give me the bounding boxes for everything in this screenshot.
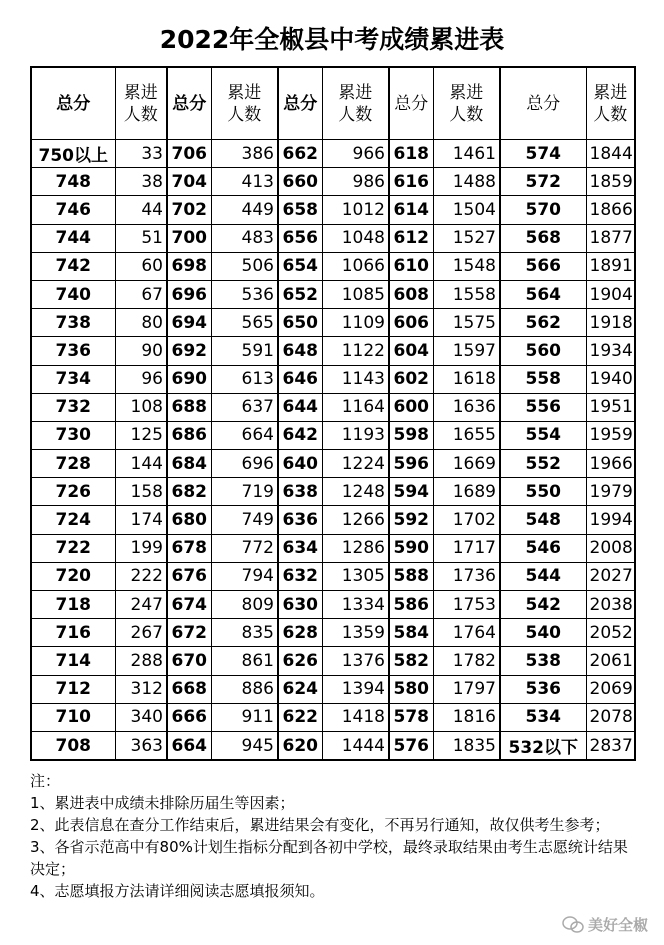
count-cell: 2837 [586, 731, 635, 760]
score-cell: 544 [500, 562, 586, 590]
score-cell: 640 [278, 450, 322, 478]
count-cell: 1048 [322, 224, 389, 252]
table-row [31, 562, 635, 590]
table-row [31, 506, 635, 534]
count-cell: 2069 [586, 675, 635, 703]
count-cell: 1164 [322, 393, 389, 421]
score-cell: 748 [31, 168, 115, 196]
score-cell: 680 [167, 506, 211, 534]
note-item: 1、累进表中成绩未排除历届生等因素； [30, 794, 295, 812]
score-cell: 716 [31, 619, 115, 647]
count-cell: 1066 [322, 252, 389, 280]
count-cell: 1461 [433, 140, 500, 168]
count-cell: 772 [211, 534, 278, 562]
score-cell: 668 [167, 675, 211, 703]
count-cell: 386 [211, 140, 278, 168]
count-cell: 1359 [322, 619, 389, 647]
header-count: 累进 人数 [115, 67, 167, 140]
table-row [31, 365, 635, 393]
header-score: 总分 [167, 67, 211, 140]
table-row [31, 196, 635, 224]
count-cell: 174 [115, 506, 167, 534]
table-row [31, 450, 635, 478]
count-cell: 696 [211, 450, 278, 478]
count-cell: 506 [211, 252, 278, 280]
score-cell: 744 [31, 224, 115, 252]
count-cell: 413 [211, 168, 278, 196]
count-cell: 1224 [322, 450, 389, 478]
score-cell: 532以下 [500, 731, 586, 760]
count-cell: 1959 [586, 421, 635, 449]
count-cell: 1527 [433, 224, 500, 252]
score-cell: 672 [167, 619, 211, 647]
count-cell: 1085 [322, 280, 389, 308]
count-cell: 1193 [322, 421, 389, 449]
score-cell: 750以上 [31, 140, 115, 168]
watermark [562, 914, 648, 935]
count-cell: 1334 [322, 591, 389, 619]
count-cell: 1575 [433, 309, 500, 337]
score-cell: 590 [389, 534, 433, 562]
score-cell: 600 [389, 393, 433, 421]
count-cell: 1418 [322, 703, 389, 731]
count-cell: 1918 [586, 309, 635, 337]
score-cell: 636 [278, 506, 322, 534]
score-cell: 700 [167, 224, 211, 252]
count-cell: 222 [115, 562, 167, 590]
count-cell: 809 [211, 591, 278, 619]
score-cell: 576 [389, 731, 433, 760]
score-cell: 620 [278, 731, 322, 760]
count-cell: 340 [115, 703, 167, 731]
count-cell: 1859 [586, 168, 635, 196]
count-cell: 1618 [433, 365, 500, 393]
count-cell: 1979 [586, 478, 635, 506]
table-row [31, 703, 635, 731]
count-cell: 1305 [322, 562, 389, 590]
table-row [31, 591, 635, 619]
table-row [31, 252, 635, 280]
score-cell: 552 [500, 450, 586, 478]
count-cell: 38 [115, 168, 167, 196]
score-cell: 538 [500, 647, 586, 675]
score-cell: 696 [167, 280, 211, 308]
score-cell: 534 [500, 703, 586, 731]
count-cell: 1835 [433, 731, 500, 760]
score-cell: 536 [500, 675, 586, 703]
count-cell: 1548 [433, 252, 500, 280]
score-cell: 698 [167, 252, 211, 280]
score-cell: 628 [278, 619, 322, 647]
score-cell: 720 [31, 562, 115, 590]
header-score: 总分 [31, 67, 115, 140]
table-row [31, 224, 635, 252]
score-cell: 694 [167, 309, 211, 337]
score-cell: 736 [31, 337, 115, 365]
count-cell: 1951 [586, 393, 635, 421]
score-cell: 740 [31, 280, 115, 308]
count-cell: 1286 [322, 534, 389, 562]
count-cell: 2027 [586, 562, 635, 590]
count-cell: 363 [115, 731, 167, 760]
count-cell: 1143 [322, 365, 389, 393]
score-cell: 722 [31, 534, 115, 562]
score-cell: 572 [500, 168, 586, 196]
score-cell: 614 [389, 196, 433, 224]
count-cell: 80 [115, 309, 167, 337]
count-cell: 483 [211, 224, 278, 252]
count-cell: 1122 [322, 337, 389, 365]
watermark-text: 美好全椒 [587, 916, 648, 934]
score-cell: 670 [167, 647, 211, 675]
count-cell: 125 [115, 421, 167, 449]
count-cell: 966 [322, 140, 389, 168]
score-cell: 626 [278, 647, 322, 675]
count-cell: 44 [115, 196, 167, 224]
count-cell: 1444 [322, 731, 389, 760]
score-cell: 588 [389, 562, 433, 590]
count-cell: 1736 [433, 562, 500, 590]
count-cell: 1655 [433, 421, 500, 449]
score-cell: 622 [278, 703, 322, 731]
score-cell: 678 [167, 534, 211, 562]
count-cell: 90 [115, 337, 167, 365]
score-cell: 582 [389, 647, 433, 675]
score-cell: 702 [167, 196, 211, 224]
count-cell: 60 [115, 252, 167, 280]
count-cell: 1844 [586, 140, 635, 168]
score-cell: 612 [389, 224, 433, 252]
score-cell: 738 [31, 309, 115, 337]
note-item: 2、此表信息在查分工作结束后，累进结果会有变化，不再另行通知，故仅供考生参考； [30, 816, 610, 834]
score-cell: 578 [389, 703, 433, 731]
count-cell: 1689 [433, 478, 500, 506]
score-cell: 560 [500, 337, 586, 365]
score-cell: 730 [31, 421, 115, 449]
score-cell: 652 [278, 280, 322, 308]
score-cell: 540 [500, 619, 586, 647]
score-cell: 708 [31, 731, 115, 760]
count-cell: 1558 [433, 280, 500, 308]
count-cell: 199 [115, 534, 167, 562]
score-cell: 596 [389, 450, 433, 478]
score-cell: 594 [389, 478, 433, 506]
score-cell: 718 [31, 591, 115, 619]
table-row [31, 534, 635, 562]
note-item: 3、各省示范高中有80%计划生指标分配到各初中学校，最终录取结果由考生志愿统计结果决定； [30, 838, 628, 878]
score-cell: 602 [389, 365, 433, 393]
header-row [31, 67, 635, 140]
table-row [31, 619, 635, 647]
count-cell: 591 [211, 337, 278, 365]
count-cell: 1394 [322, 675, 389, 703]
score-cell: 690 [167, 365, 211, 393]
count-cell: 1636 [433, 393, 500, 421]
count-cell: 1376 [322, 647, 389, 675]
score-cell: 550 [500, 478, 586, 506]
score-cell: 618 [389, 140, 433, 168]
score-cell: 714 [31, 647, 115, 675]
score-cell: 610 [389, 252, 433, 280]
table-row [31, 478, 635, 506]
page-title: 2022年全椒县中考成绩累进表 [159, 25, 505, 54]
count-cell: 267 [115, 619, 167, 647]
table-row [31, 168, 635, 196]
header-score: 总分 [278, 67, 322, 140]
count-cell: 1940 [586, 365, 635, 393]
score-cell: 624 [278, 675, 322, 703]
count-cell: 247 [115, 591, 167, 619]
header-count: 累进 人数 [433, 67, 500, 140]
score-cell: 592 [389, 506, 433, 534]
count-cell: 565 [211, 309, 278, 337]
count-cell: 33 [115, 140, 167, 168]
score-cell: 650 [278, 309, 322, 337]
note-item: 4、志愿填报方法请详细阅读志愿填报须知。 [30, 882, 325, 900]
score-cell: 662 [278, 140, 322, 168]
score-cell: 656 [278, 224, 322, 252]
count-cell: 2008 [586, 534, 635, 562]
count-cell: 719 [211, 478, 278, 506]
count-cell: 1966 [586, 450, 635, 478]
score-cell: 732 [31, 393, 115, 421]
header-score: 总分 [389, 67, 433, 140]
count-cell: 144 [115, 450, 167, 478]
count-cell: 312 [115, 675, 167, 703]
note-heading: 注： [30, 772, 61, 790]
table-row [31, 675, 635, 703]
count-cell: 835 [211, 619, 278, 647]
score-cell: 580 [389, 675, 433, 703]
count-cell: 794 [211, 562, 278, 590]
table-row [31, 421, 635, 449]
count-cell: 1717 [433, 534, 500, 562]
score-cell: 556 [500, 393, 586, 421]
count-cell: 1109 [322, 309, 389, 337]
count-cell: 1266 [322, 506, 389, 534]
count-cell: 1816 [433, 703, 500, 731]
count-cell: 1012 [322, 196, 389, 224]
score-cell: 644 [278, 393, 322, 421]
count-cell: 1782 [433, 647, 500, 675]
score-cell: 604 [389, 337, 433, 365]
count-cell: 986 [322, 168, 389, 196]
score-cell: 568 [500, 224, 586, 252]
count-cell: 1797 [433, 675, 500, 703]
score-cell: 616 [389, 168, 433, 196]
score-cell: 648 [278, 337, 322, 365]
count-cell: 1994 [586, 506, 635, 534]
score-cell: 646 [278, 365, 322, 393]
count-cell: 637 [211, 393, 278, 421]
score-cell: 688 [167, 393, 211, 421]
score-cell: 674 [167, 591, 211, 619]
count-cell: 886 [211, 675, 278, 703]
table-row [31, 731, 635, 760]
score-cell: 558 [500, 365, 586, 393]
score-cell: 642 [278, 421, 322, 449]
score-cell: 584 [389, 619, 433, 647]
count-cell: 945 [211, 731, 278, 760]
count-cell: 96 [115, 365, 167, 393]
table-row [31, 337, 635, 365]
count-cell: 1877 [586, 224, 635, 252]
notes [30, 770, 640, 902]
score-table [30, 66, 636, 761]
score-cell: 684 [167, 450, 211, 478]
header-score: 总分 [500, 67, 586, 140]
score-cell: 666 [167, 703, 211, 731]
count-cell: 1248 [322, 478, 389, 506]
count-cell: 1702 [433, 506, 500, 534]
score-cell: 686 [167, 421, 211, 449]
score-cell: 564 [500, 280, 586, 308]
count-cell: 911 [211, 703, 278, 731]
score-cell: 712 [31, 675, 115, 703]
score-cell: 676 [167, 562, 211, 590]
score-cell: 742 [31, 252, 115, 280]
score-cell: 664 [167, 731, 211, 760]
score-cell: 724 [31, 506, 115, 534]
score-cell: 704 [167, 168, 211, 196]
header-count: 累进 人数 [322, 67, 389, 140]
score-cell: 658 [278, 196, 322, 224]
score-cell: 734 [31, 365, 115, 393]
score-cell: 706 [167, 140, 211, 168]
count-cell: 449 [211, 196, 278, 224]
score-cell: 638 [278, 478, 322, 506]
count-cell: 2061 [586, 647, 635, 675]
count-cell: 2052 [586, 619, 635, 647]
count-cell: 613 [211, 365, 278, 393]
score-cell: 598 [389, 421, 433, 449]
score-cell: 562 [500, 309, 586, 337]
score-cell: 634 [278, 534, 322, 562]
count-cell: 1597 [433, 337, 500, 365]
count-cell: 1488 [433, 168, 500, 196]
score-cell: 728 [31, 450, 115, 478]
count-cell: 664 [211, 421, 278, 449]
score-cell: 570 [500, 196, 586, 224]
score-cell: 654 [278, 252, 322, 280]
count-cell: 536 [211, 280, 278, 308]
count-cell: 67 [115, 280, 167, 308]
count-cell: 1504 [433, 196, 500, 224]
score-cell: 566 [500, 252, 586, 280]
table-row [31, 309, 635, 337]
count-cell: 158 [115, 478, 167, 506]
header-count: 累进 人数 [586, 67, 635, 140]
count-cell: 1669 [433, 450, 500, 478]
count-cell: 1866 [586, 196, 635, 224]
table-row [31, 280, 635, 308]
count-cell: 1934 [586, 337, 635, 365]
score-cell: 574 [500, 140, 586, 168]
header-count: 累进 人数 [211, 67, 278, 140]
count-cell: 51 [115, 224, 167, 252]
score-cell: 682 [167, 478, 211, 506]
score-cell: 546 [500, 534, 586, 562]
score-cell: 692 [167, 337, 211, 365]
table-row [31, 647, 635, 675]
score-cell: 746 [31, 196, 115, 224]
count-cell: 861 [211, 647, 278, 675]
count-cell: 2038 [586, 591, 635, 619]
score-cell: 606 [389, 309, 433, 337]
count-cell: 1904 [586, 280, 635, 308]
score-cell: 632 [278, 562, 322, 590]
score-cell: 630 [278, 591, 322, 619]
count-cell: 1764 [433, 619, 500, 647]
score-cell: 608 [389, 280, 433, 308]
table-row [31, 140, 635, 168]
score-cell: 542 [500, 591, 586, 619]
score-cell: 586 [389, 591, 433, 619]
count-cell: 108 [115, 393, 167, 421]
chat-bubble-icon [562, 916, 584, 934]
score-cell: 548 [500, 506, 586, 534]
count-cell: 1753 [433, 591, 500, 619]
score-cell: 660 [278, 168, 322, 196]
count-cell: 749 [211, 506, 278, 534]
count-cell: 288 [115, 647, 167, 675]
count-cell: 2078 [586, 703, 635, 731]
score-cell: 726 [31, 478, 115, 506]
count-cell: 1891 [586, 252, 635, 280]
table-row [31, 393, 635, 421]
score-cell: 554 [500, 421, 586, 449]
score-cell: 710 [31, 703, 115, 731]
